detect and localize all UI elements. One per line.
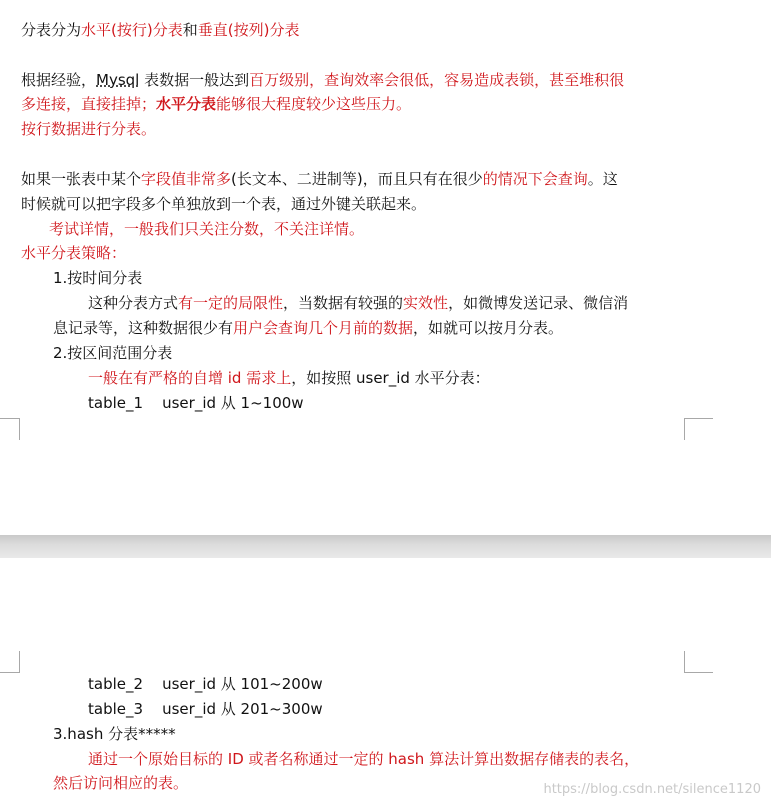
text: Mysql: [96, 71, 140, 89]
highlight-text: 水平(按行)分表: [81, 21, 183, 39]
page-separator: [0, 535, 771, 558]
corner-mark: [0, 672, 20, 674]
heading-strategy: 水平分表策略：: [21, 244, 127, 262]
corner-mark: [19, 651, 21, 673]
text: 分表分为: [21, 21, 82, 39]
bold-highlight-text: 水平分表: [156, 95, 217, 113]
table-range-2: table_2 user_id 从 101~200w: [88, 675, 323, 693]
paragraph-exam-example: 考试详情，一般我们只关注分数，不关注详情。: [49, 220, 365, 238]
highlight-text: 字段值非常多: [141, 170, 232, 188]
highlight-text: 多连接，直接挂掉；: [21, 95, 157, 113]
text: ，如按照 user_id 水平分表：: [291, 369, 490, 387]
paragraph-time-line-1: [88, 292, 628, 314]
heading-by-range: 2.按区间范围分表: [53, 344, 173, 362]
text: 和: [182, 21, 198, 39]
text: 如果一张表中某个: [21, 170, 142, 188]
highlight-text: 有一定的局限性: [178, 294, 284, 312]
corner-mark: [685, 672, 713, 674]
corner-mark: [0, 418, 20, 420]
text: ，当数据有较强的: [283, 294, 404, 312]
watermark: https://blog.csdn.net/silence1120: [543, 782, 761, 797]
paragraph-vertical-line-2: 时候就可以把字段多个单独放到一个表，通过外键关联起来。: [21, 195, 427, 213]
paragraph-hash-line-2: 然后访问相应的表。: [53, 774, 189, 792]
corner-mark: [684, 418, 686, 440]
paragraph-experience-line-2: [21, 93, 411, 115]
paragraph-intro: [21, 19, 299, 41]
text: ，如微博发送记录、微信消: [448, 294, 629, 312]
paragraph-time-line-2: [53, 317, 563, 339]
text: 。这: [587, 170, 618, 188]
text: 息记录等，这种数据很少有: [53, 319, 234, 337]
heading-by-time: 1.按时间分表: [53, 269, 143, 287]
corner-mark: [685, 418, 713, 420]
table-range-3: table_3 user_id 从 201~300w: [88, 700, 323, 718]
paragraph-experience-line-1: [21, 69, 624, 91]
heading-hash: 3.hash 分表*****: [53, 725, 176, 743]
text: (长文本、二进制等)，而且只有在很少: [231, 170, 483, 188]
paragraph-hash-line-1: 通过一个原始目标的 ID 或者名称通过一定的 hash 算法计算出数据存储表的表名，: [88, 750, 640, 768]
highlight-text: 的情况下会查询: [482, 170, 588, 188]
paragraph-row-split: 按行数据进行分表。: [21, 120, 157, 138]
text: 这种分表方式: [88, 294, 179, 312]
highlight-text: 能够很大程度较少这些压力。: [216, 95, 412, 113]
table-range-1: table_1 user_id 从 1~100w: [88, 394, 304, 412]
corner-mark: [19, 418, 21, 440]
corner-mark: [684, 651, 686, 673]
highlight-text: 用户会查询几个月前的数据: [233, 319, 414, 337]
highlight-text: 一般在有严格的自增 id 需求上: [88, 369, 292, 387]
paragraph-range: [88, 367, 490, 389]
highlight-text: 垂直(按列)分表: [197, 21, 300, 39]
document-page-2: [0, 558, 771, 805]
text: ，如就可以按月分表。: [413, 319, 564, 337]
text: 根据经验，: [21, 71, 97, 89]
paragraph-vertical-line-1: [21, 168, 618, 190]
highlight-text: 实效性: [403, 294, 449, 312]
highlight-text: 百万级别，查询效率会很低，容易造成表锁，甚至堆积很: [249, 71, 625, 89]
text: 表数据一般达到: [139, 71, 250, 89]
